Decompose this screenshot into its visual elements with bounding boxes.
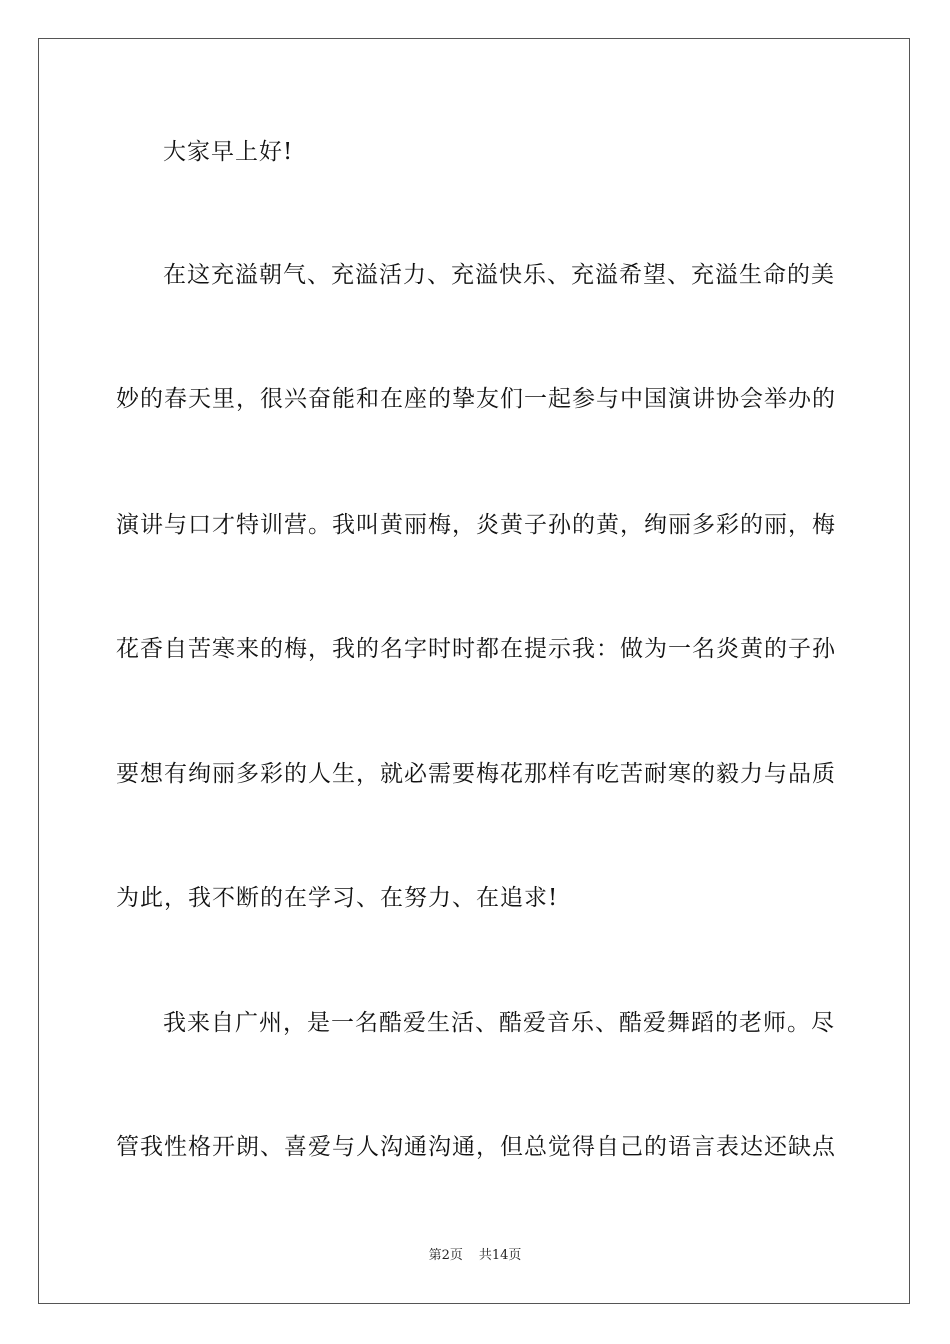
paragraph-1-line-6: 为此，我不断的在学习、在努力、在追求! <box>116 885 559 911</box>
paragraph-1-line-2: 妙的春天里，很兴奋能和在座的挚友们一起参与中国演讲协会举办的 <box>116 386 836 412</box>
page-footer <box>0 1247 950 1265</box>
paragraph-1-line-4: 花香自苦寒来的梅，我的名字时时都在提示我：做为一名炎黄的子孙 <box>116 636 836 662</box>
paragraph-2-line-1: 我来自广州，是一名酷爱生活、酷爱音乐、酷爱舞蹈的老师。尽 <box>163 1010 835 1036</box>
page-number: 第2页 <box>428 1248 463 1263</box>
total-pages: 共14页 <box>478 1248 522 1263</box>
page-border <box>38 38 910 1304</box>
paragraph-1-line-1: 在这充溢朝气、充溢活力、充溢快乐、充溢希望、充溢生命的美 <box>163 262 835 288</box>
paragraph-1-line-3: 演讲与口才特训营。我叫黄丽梅，炎黄子孙的黄，绚丽多彩的丽，梅 <box>116 512 836 538</box>
paragraph-greeting: 大家早上好! <box>163 139 294 165</box>
paragraph-2-line-2: 管我性格开朗、喜爱与人沟通沟通，但总觉得自己的语言表达还缺点 <box>116 1134 836 1160</box>
paragraph-1-line-5: 要想有绚丽多彩的人生，就必需要梅花那样有吃苦耐寒的毅力与品质 <box>116 761 836 787</box>
